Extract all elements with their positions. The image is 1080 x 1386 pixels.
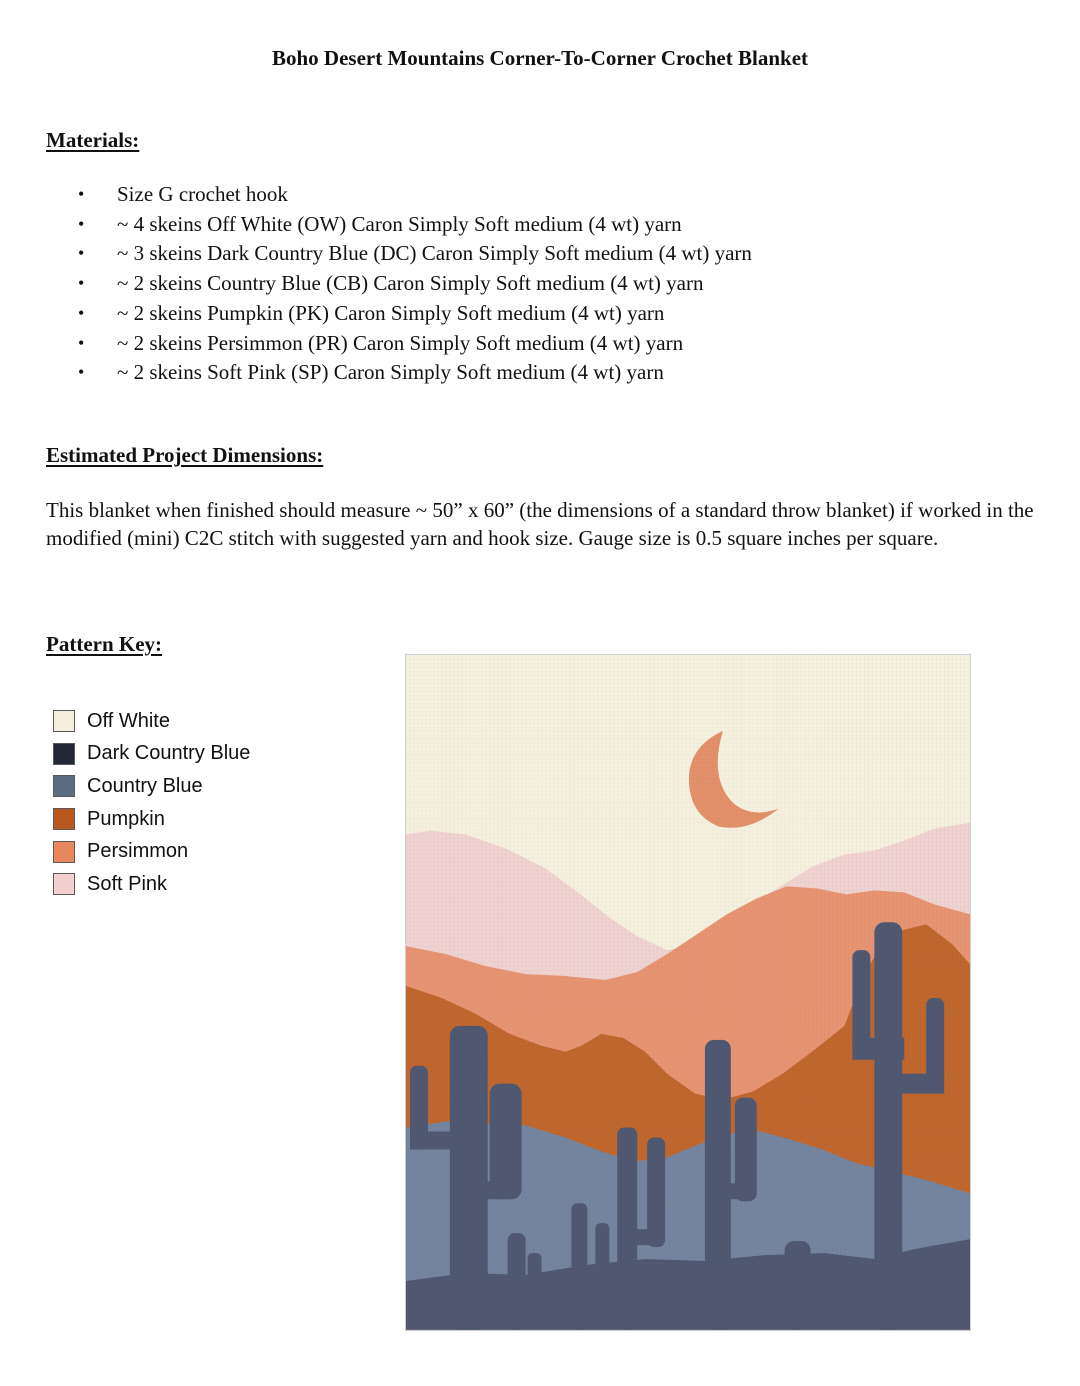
list-item: • ~ 2 skeins Soft Pink (SP) Caron Simply Soft medium (4 wt) yarn [78, 358, 752, 388]
color-swatch [53, 743, 75, 765]
materials-heading: Materials: [46, 128, 140, 152]
list-item: • Size G crochet hook [78, 180, 752, 210]
materials-list [78, 180, 752, 388]
legend-item-country-blue [53, 770, 250, 803]
legend-item-persimmon [53, 835, 250, 868]
color-swatch [53, 873, 75, 895]
legend-item-dark-country-blue [53, 738, 250, 771]
legend-item-soft-pink [53, 868, 250, 901]
blanket-pattern-image [405, 654, 971, 1331]
legend-label: Off White [87, 709, 170, 732]
legend-label: Country Blue [87, 774, 203, 797]
color-swatch [53, 710, 75, 732]
dimensions-text: This blanket when finished should measure ~ 50” x 60” (the dimensions of a standard throw blanket) if worked in the modified (mini) C2C stitch with suggested yarn and hook size. Gauge size is 0.5 square inches per square. [46, 498, 1034, 550]
legend-item-pumpkin [53, 803, 250, 836]
dimensions-heading: Estimated Project Dimensions: [46, 443, 324, 467]
color-swatch [53, 808, 75, 830]
pattern-legend [53, 705, 250, 901]
legend-label: Pumpkin [87, 807, 165, 830]
list-item: • ~ 2 skeins Country Blue (CB) Caron Simply Soft medium (4 wt) yarn [78, 269, 752, 299]
pattern-key-heading: Pattern Key: [46, 632, 163, 656]
legend-label: Dark Country Blue [87, 742, 251, 765]
document-title: Boho Desert Mountains Corner-To-Corner Crochet Blanket [271, 46, 809, 70]
list-item: • ~ 2 skeins Pumpkin (PK) Caron Simply Soft medium (4 wt) yarn [78, 299, 752, 329]
list-item: • ~ 4 skeins Off White (OW) Caron Simply Soft medium (4 wt) yarn [78, 210, 752, 240]
color-swatch [53, 841, 75, 863]
color-swatch [53, 775, 75, 797]
list-item: • ~ 3 skeins Dark Country Blue (DC) Caron Simply Soft medium (4 wt) yarn [78, 239, 752, 269]
legend-label: Persimmon [87, 840, 189, 863]
legend-item-off-white [53, 705, 250, 738]
legend-label: Soft Pink [87, 872, 168, 895]
list-item: • ~ 2 skeins Persimmon (PR) Caron Simply Soft medium (4 wt) yarn [78, 329, 752, 359]
